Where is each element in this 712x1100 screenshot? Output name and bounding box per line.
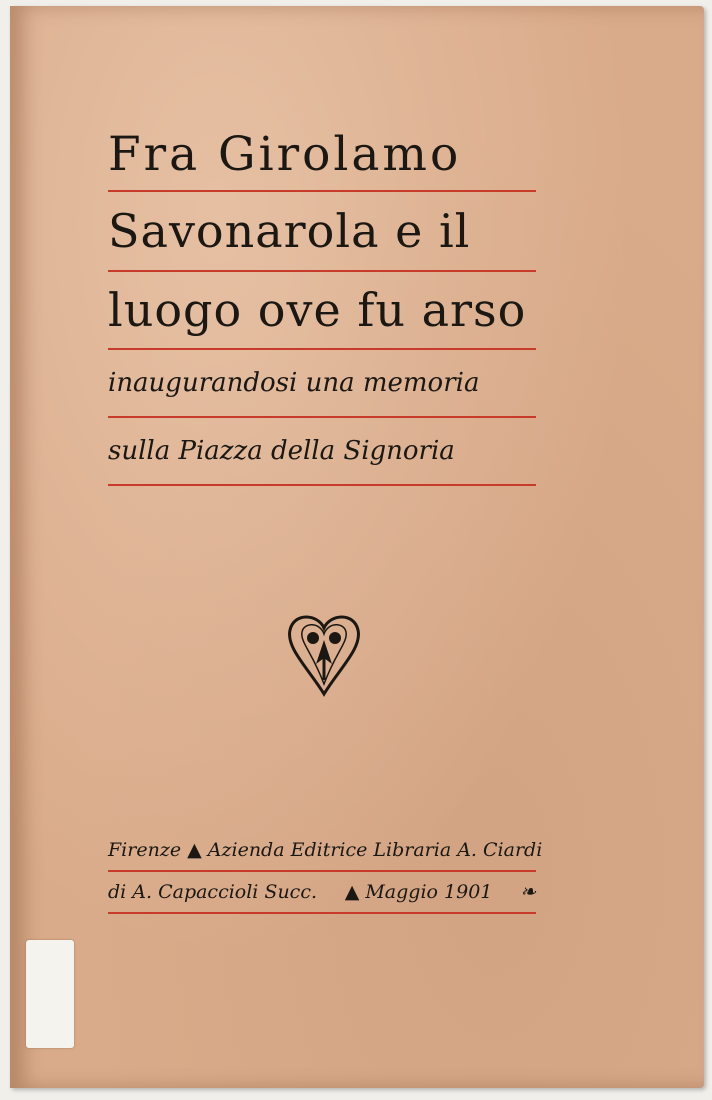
heart-fleur-ornament-icon: [286, 608, 362, 698]
imprint-line-2: [108, 872, 536, 914]
title-line-2: Savonarola e il: [108, 192, 536, 272]
imprint-line-1: Firenze ▲ Azienda Editrice Libraria A. Ciardi: [108, 830, 536, 872]
title-block: [108, 120, 536, 486]
title-line-3: luogo ove fu arso: [108, 272, 536, 350]
subtitle-line-1: inaugurandosi una memoria: [108, 350, 536, 418]
imprint-publisher-successor: di A. Capaccioli Succ.: [108, 881, 317, 903]
title-line-1: Fra Girolamo: [108, 120, 536, 192]
imprint-date: ▲ Maggio 1901: [344, 881, 493, 903]
library-label-sticker: [26, 940, 74, 1048]
flourish-icon: ❧: [520, 881, 536, 903]
subtitle-line-2: sulla Piazza della Signoria: [108, 418, 536, 486]
imprint-block: [108, 830, 543, 914]
